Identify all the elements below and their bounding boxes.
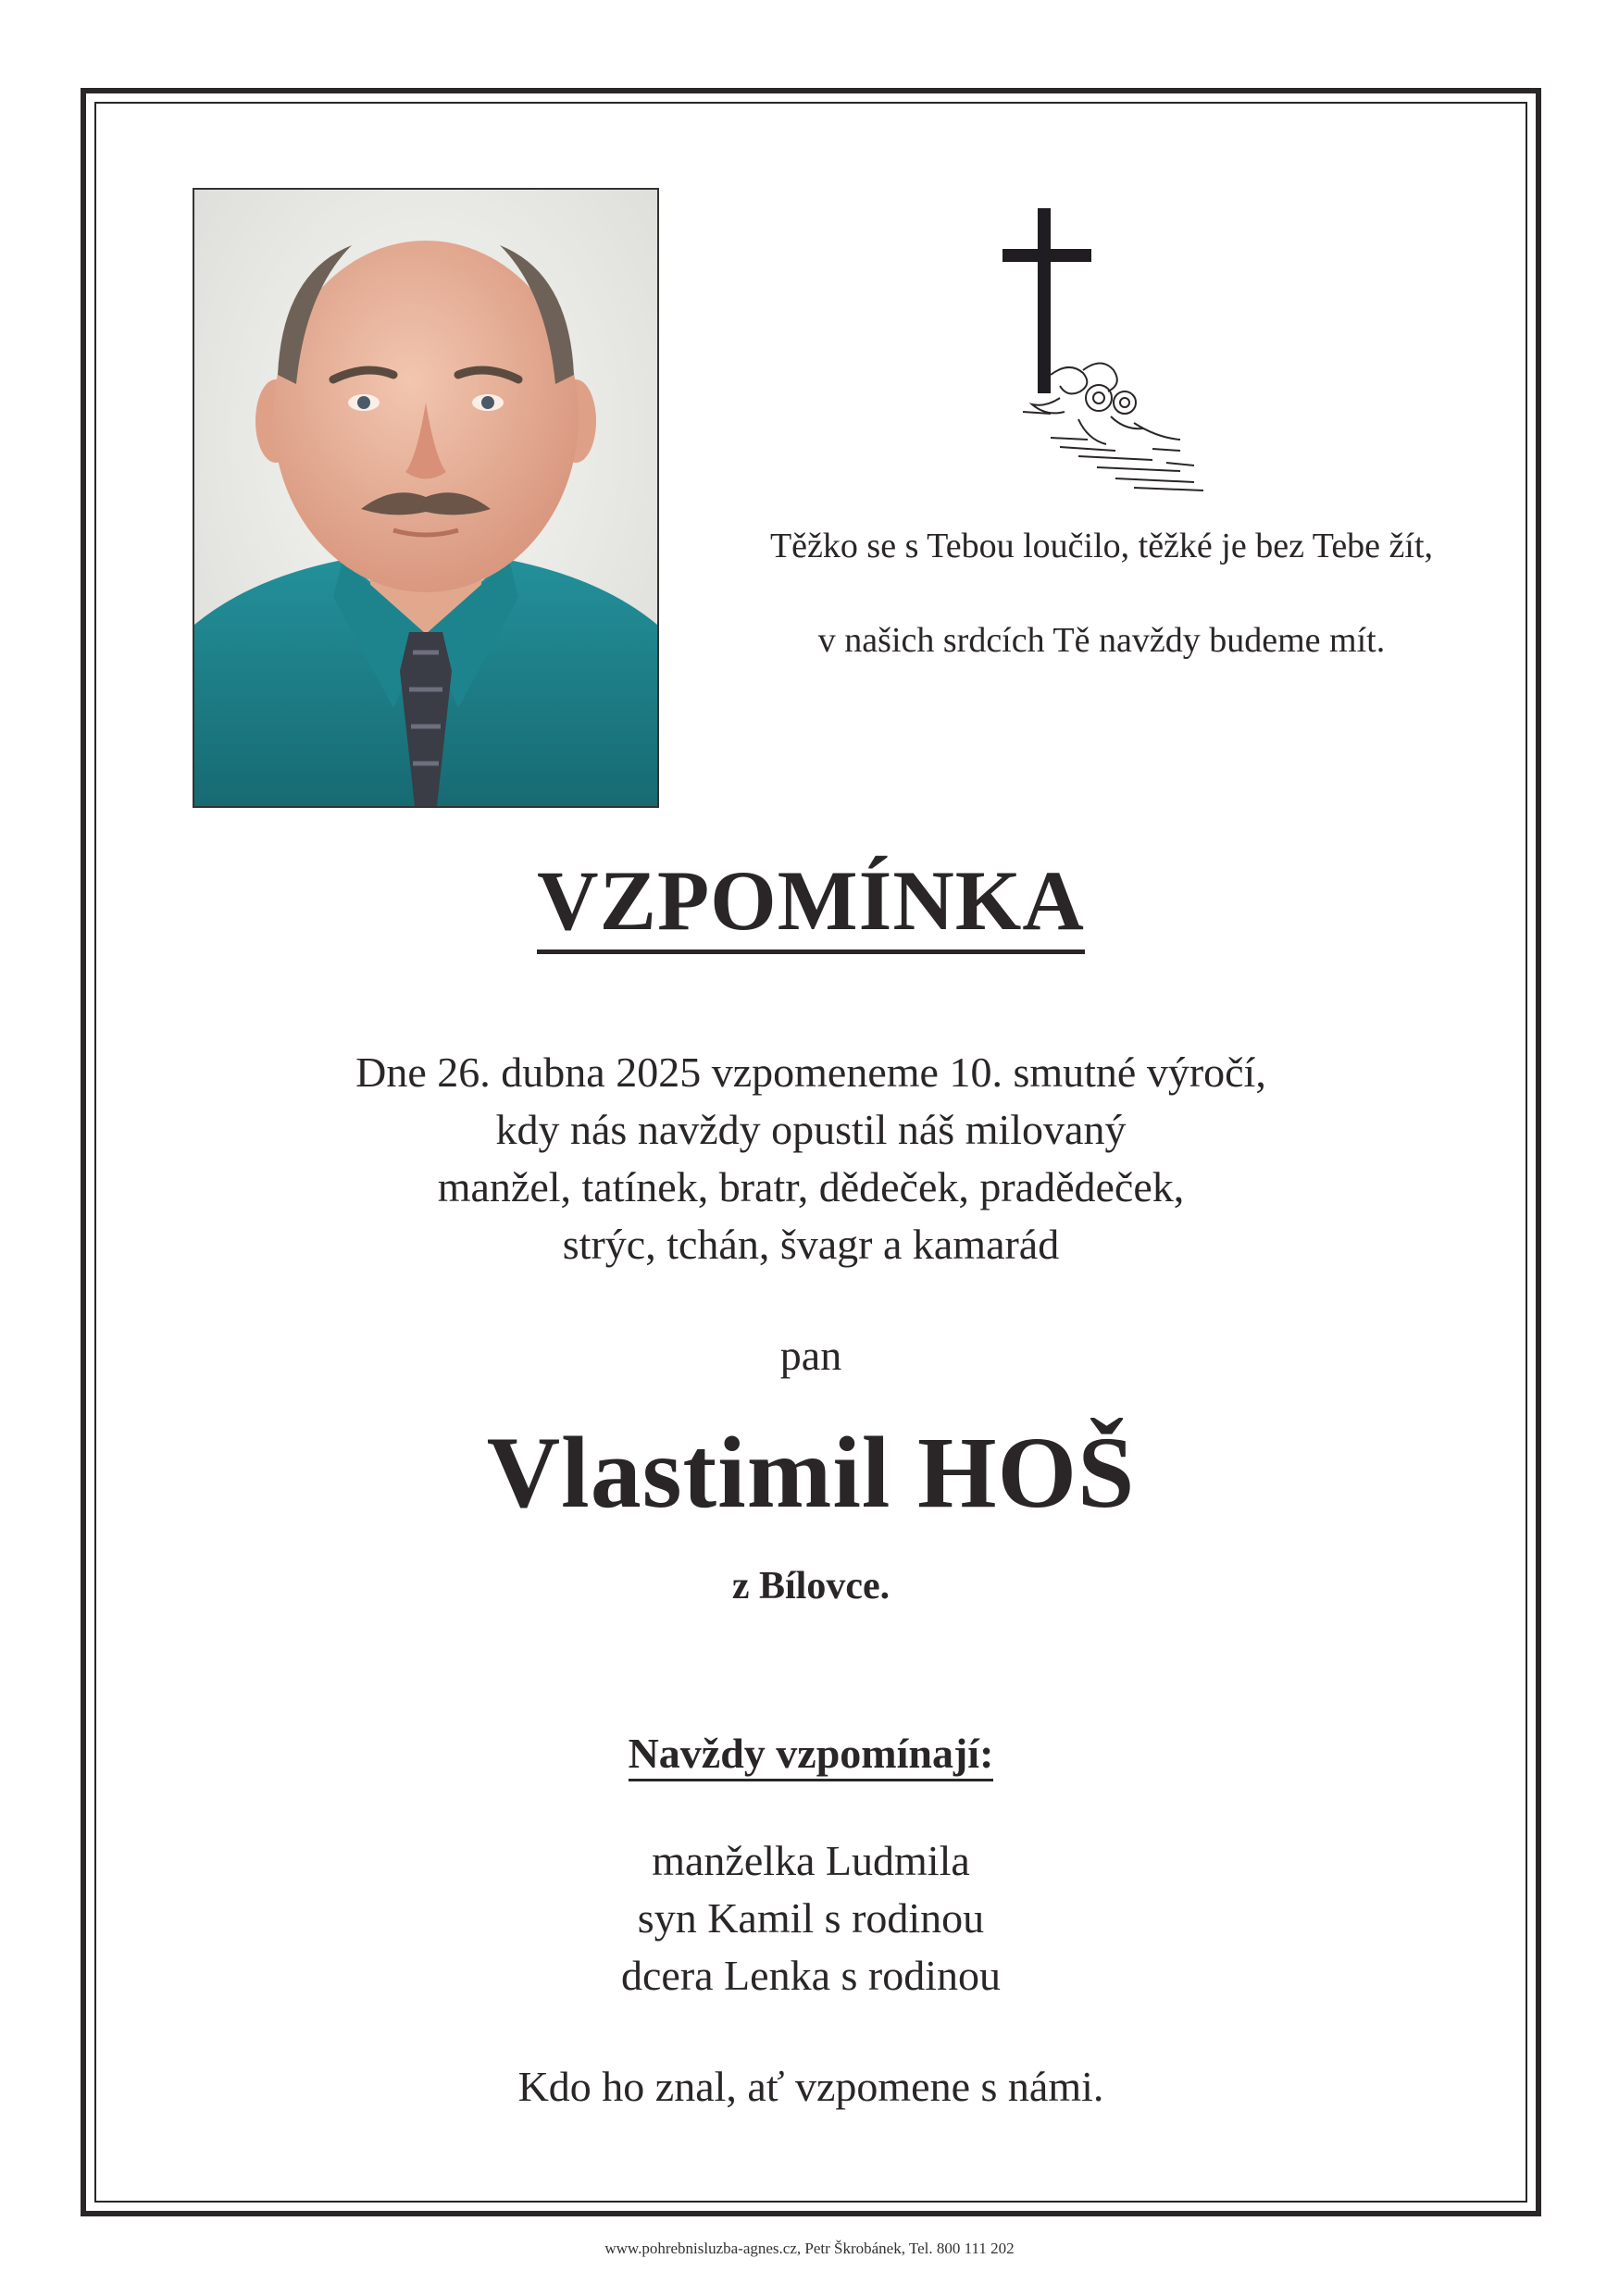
- list-item: syn Kamil s rodinou: [637, 1894, 985, 1942]
- mourners-heading: [94, 1729, 1527, 1778]
- honorific: pan: [779, 1332, 842, 1379]
- announcement-line: Dne 26. dubna 2025 vzpomeneme 10. smutné výročí,: [355, 1049, 1266, 1096]
- list-item: manželka Ludmila: [652, 1837, 970, 1884]
- footer-contact: www.pohrebnisluzba-agnes.cz, Petr Škrobánek, Tel. 800 111 202: [604, 2240, 1015, 2257]
- origin: z Bílovce.: [731, 1565, 890, 1607]
- list-item: dcera Lenka s rodinou: [620, 1952, 1001, 1999]
- page-title-text: VZPOMÍNKA: [537, 856, 1085, 954]
- closing-line: Kdo ho znal, ať vzpomene s námi.: [517, 2063, 1104, 2110]
- announcement-line: kdy nás navždy opustil náš milovaný: [495, 1106, 1127, 1153]
- mourners-heading-text: Navždy vzpomínají:: [629, 1730, 994, 1781]
- verse-line-1: Těžko se s Tebou loučilo, těžké je bez Tebe žít,: [769, 527, 1434, 565]
- announcement-line: strýc, tchán, švagr a kamarád: [562, 1221, 1060, 1268]
- announcement-line: manžel, tatínek, bratr, dědeček, pradědeček,: [437, 1163, 1185, 1210]
- page-title: [94, 851, 1527, 954]
- portrait-photo: [193, 188, 659, 808]
- deceased-name: Vlastimil HOŠ: [486, 1416, 1136, 1529]
- mourners-list: [94, 1832, 1527, 2004]
- verse-line-2: v našich srdcích Tě navždy budeme mít.: [817, 621, 1386, 660]
- announcement: [94, 1044, 1527, 1273]
- cross-with-flowers-icon: [995, 208, 1236, 495]
